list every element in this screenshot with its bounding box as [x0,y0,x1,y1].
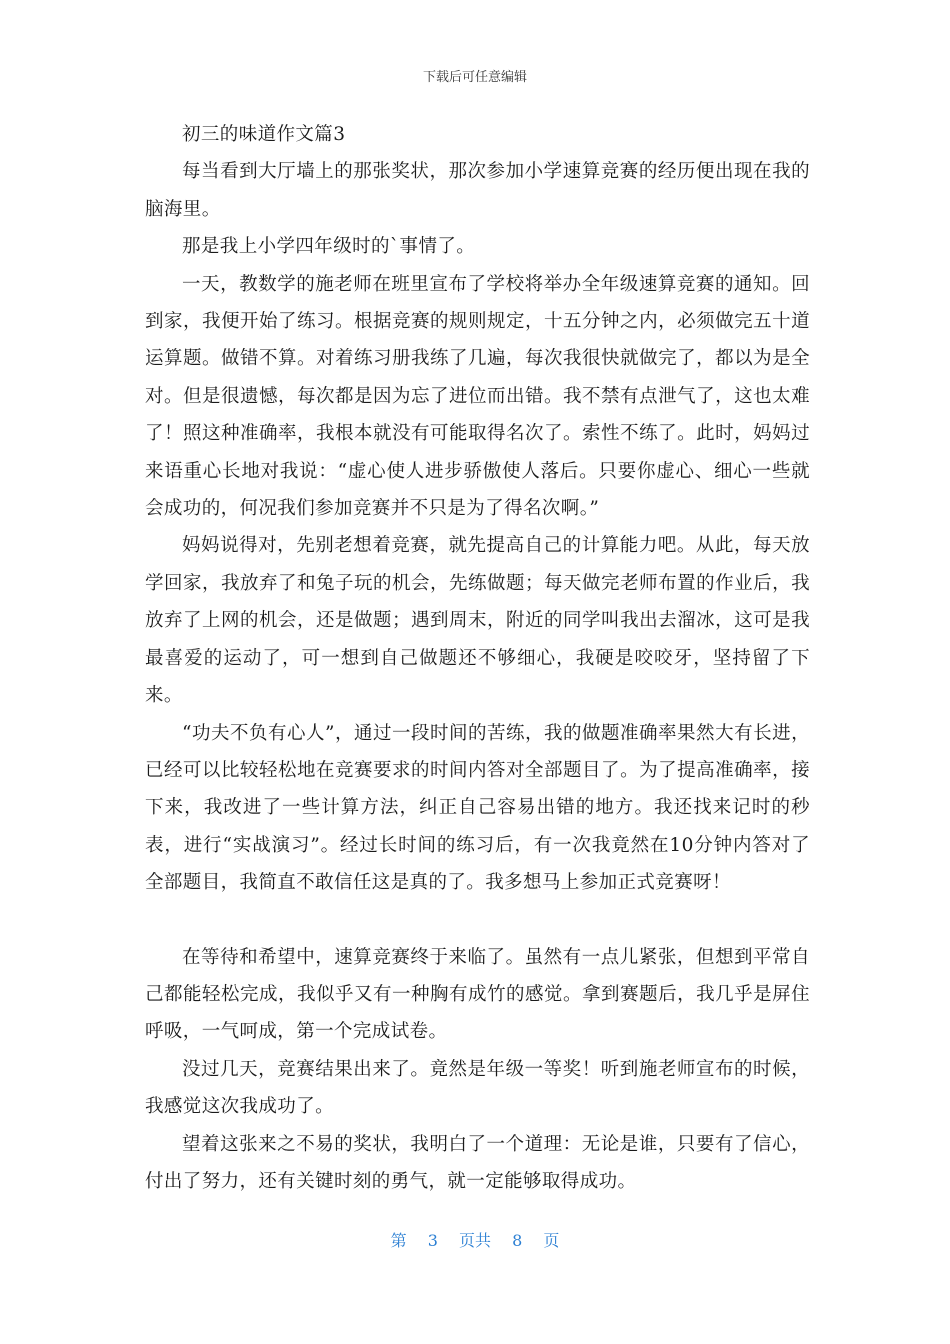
header-note: 下载后可任意编辑 [422,70,527,85]
page-footer [0,1228,950,1251]
paragraph-1: 每当看到大厅墙上的那张奖状，那次参加小学速算竞赛的经历便出现在我的脑海里。 [145,161,810,220]
footer-label-of: 页共 [458,1231,491,1250]
paragraph-7: 没过几天，竞赛结果出来了。竟然是年级一等奖！听到施老师宣布的时候，我感觉这次我成功了。 [145,1058,810,1118]
document-body [145,116,810,1200]
footer-current-page: 3 [427,1231,438,1250]
paragraph-3: 一天，教数学的施老师在班里宣布了学校将举办全年级速算竞赛的通知。回到家，我便开始了练习。根据竞赛的规则规定，十五分钟之内，必须做完五十道运算题。做错不算。对着练习册我练了几遍，每次我很快就做完了，都以为是全对。但是很遗憾，每次都是因为忘了进位而出错。我不禁有点泄气了，这也太难了！照这种准确率，我根本就没有可能取得名次了。索性不练了。此时，妈妈过来语重心长地对我说：“虚心使人进步骄傲使人落后。只要你虚心、细心一些就会成功的，何况我们参加竞赛并不只是为了得名次啊。” [145,273,810,520]
paragraph-6: 在等待和希望中，速算竞赛终于来临了。虽然有一点儿紧张，但想到平常自己都能轻松完成，我似乎又有一种胸有成竹的感觉。拿到赛题后，我几乎是屏住呼吸，一气呵成，第一个完成试卷。 [145,946,810,1043]
paragraph-2: 那是我上小学四年级时的`事情了。 [182,236,476,258]
document-title: 初三的味道作文篇3 [182,124,346,145]
footer-total-pages: 8 [512,1231,523,1250]
footer-label-page: 第 [390,1231,407,1250]
paragraph-8: 望着这张来之不易的奖状，我明白了一个道理：无论是谁，只要有了信心，付出了努力，还有关键时刻的勇气，就一定能够取得成功。 [145,1133,810,1192]
paragraph-4: 妈妈说得对，先别老想着竞赛，就先提高自己的计算能力吧。从此，每天放学回家，我放弃了和兔子玩的机会，先练做题；每天做完老师布置的作业后，我放弃了上网的机会，还是做题；遇到周末，附近的同学叫我出去溜冰，这可是我最喜爱的运动了，可一想到自己做题还不够细心，我硬是咬咬牙，坚持留了下来。 [145,535,810,707]
footer-label-end: 页 [543,1231,560,1250]
paragraph-5: “功夫不负有心人”，通过一段时间的苦练，我的做题准确率果然大有长进，已经可以比较轻松地在竞赛要求的时间内答对全部题目了。为了提高准确率，接下来，我改进了一些计算方法，纠正自己容易出错的地方。我还找来记时的秒表，进行“实战演习”。经过长时间的练习后，有一次我竟然在10分钟内答对了全部题目，我简直不敢信任这是真的了。我多想马上参加正式竞赛呀！ [145,722,810,894]
